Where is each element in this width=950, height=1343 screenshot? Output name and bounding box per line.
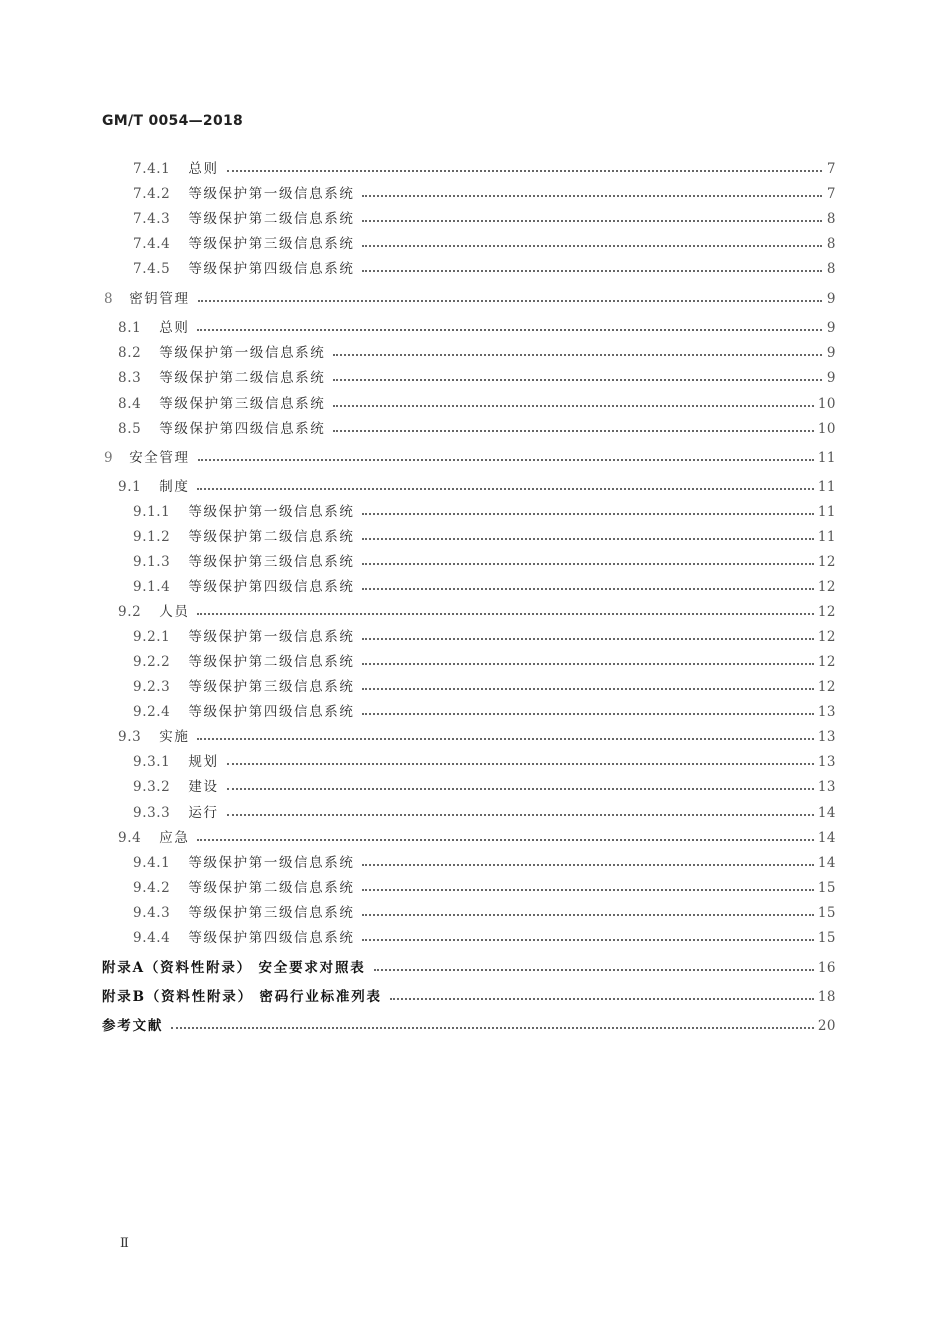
toc-entry-number: 9.1.1 [133,504,171,520]
toc-entry[interactable] [118,314,836,336]
toc-entry-page: 9 [826,291,836,307]
dot-leader [333,405,813,407]
toc-entry[interactable] [133,874,836,896]
toc-entry-number: 8.4 [118,396,142,412]
dot-leader [227,814,814,816]
toc-entry-number: 9.2.1 [133,629,171,645]
toc-entry[interactable] [133,180,836,202]
toc-entry-title: 等级保护第二级信息系统 [188,654,355,670]
toc-entry-title: 等级保护第一级信息系统 [188,504,355,520]
toc-entry-title: 制度 [159,479,190,495]
dot-leader [362,939,813,941]
dot-leader [197,738,813,740]
toc-entry-page: 12 [817,579,836,595]
dot-leader [362,889,813,891]
toc-entry[interactable] [118,339,836,361]
toc-entry-page: 13 [817,779,836,795]
toc-entry-number: 9.2.2 [133,654,171,670]
toc-entry-title: 实施 [159,729,190,745]
dot-leader [362,588,813,590]
toc-entry-number: 9.1.3 [133,554,171,570]
toc-entry-title: 等级保护第四级信息系统 [159,421,326,437]
toc-entry-number: 8.2 [118,345,142,361]
toc-entry-page: 11 [817,479,836,495]
toc-entry-title: 人员 [159,604,190,620]
toc-entry-page: 13 [817,754,836,770]
toc-entry-number: 9.2.4 [133,704,171,720]
dot-leader [362,914,813,916]
toc-entry[interactable] [133,255,836,277]
dot-leader [362,663,813,665]
toc-entry-number: 9.3.3 [133,805,171,821]
toc-entry-title: 等级保护第一级信息系统 [159,345,326,361]
toc-entry-number: 8 [104,291,114,307]
toc-entry-page: 12 [817,554,836,570]
toc-entry[interactable] [133,849,836,871]
toc-entry-title: 等级保护第四级信息系统 [188,930,355,946]
toc-entry-page: 8 [826,261,836,277]
toc-entry-title: 等级保护第四级信息系统 [188,579,355,595]
toc-entry-title: 等级保护第四级信息系统 [188,704,355,720]
dot-leader [374,969,814,971]
toc-entry-title: 等级保护第二级信息系统 [159,370,326,386]
dot-leader [333,354,822,356]
toc-entry[interactable] [118,598,836,620]
dot-leader [362,688,813,690]
toc-entry-title: 应急 [159,830,190,846]
toc-entry-title: 等级保护第二级信息系统 [188,529,355,545]
toc-entry-title: 安全管理 [129,450,190,466]
toc-entry-page: 9 [826,320,836,336]
toc-entry-title: 规划 [188,754,219,770]
toc-entry-title: 等级保护第二级信息系统 [188,880,355,896]
toc-entry-title: 等级保护第四级信息系统 [188,261,355,277]
toc-entry-title: 等级保护第一级信息系统 [188,855,355,871]
dot-leader [333,430,813,432]
toc-entry[interactable] [133,230,836,252]
dot-leader [362,563,813,565]
toc-entry-title: 密钥管理 [129,291,190,307]
toc-entry-page: 12 [817,604,836,620]
toc-entry-number: 9.1.4 [133,579,171,595]
toc-entry-number: 7.4.5 [133,261,171,277]
toc-entry[interactable] [104,285,836,307]
toc-entry-title: 等级保护第三级信息系统 [159,396,326,412]
toc-entry-page: 15 [817,880,836,896]
dot-leader [362,864,813,866]
toc-entry[interactable] [118,364,836,386]
dot-leader [362,270,822,272]
toc-entry[interactable] [118,824,836,846]
toc-entry-number: 9.3.2 [133,779,171,795]
toc-entry-page: 12 [817,654,836,670]
dot-leader [362,195,822,197]
toc-entry-title: 等级保护第三级信息系统 [188,679,355,695]
toc-entry-page: 13 [817,729,836,745]
toc-entry-page: 11 [817,450,836,466]
dot-leader [362,245,822,247]
toc-entry-title: 等级保护第一级信息系统 [188,186,355,202]
dot-leader [197,488,813,490]
toc-entry[interactable] [133,548,836,570]
toc-entry-title: 附录A（资料性附录） 安全要求对照表 [102,960,366,976]
toc-entry-title: 等级保护第一级信息系统 [188,629,355,645]
toc-entry-title: 建设 [188,779,219,795]
toc-entry[interactable] [104,444,836,466]
toc-entry[interactable] [118,723,836,745]
dot-leader [227,170,822,172]
toc-entry[interactable] [133,648,836,670]
toc-entry-title: 等级保护第三级信息系统 [188,236,355,252]
toc-entry-page: 9 [826,370,836,386]
toc-entry-title: 附录B（资料性附录） 密码行业标准列表 [102,989,382,1005]
toc-entry-number: 9.4.1 [133,855,171,871]
toc-entry-page: 16 [817,960,836,976]
toc-entry-title: 运行 [188,805,219,821]
toc-entry-title: 总则 [159,320,190,336]
toc-entry-number: 8.1 [118,320,142,336]
page-number: Ⅱ [120,1236,130,1251]
toc-entry[interactable] [133,205,836,227]
toc-entry[interactable] [133,924,836,946]
toc-entry-page: 11 [817,504,836,520]
toc-entry-number: 7.4.3 [133,211,171,227]
toc-entry-number: 9.1.2 [133,529,171,545]
toc-entry-page: 20 [817,1018,836,1034]
toc-entry[interactable] [133,573,836,595]
toc-entry-page: 10 [817,396,836,412]
toc-entry-number: 9.2.3 [133,679,171,695]
dot-leader [171,1027,814,1029]
toc-entry-number: 9.3 [118,729,142,745]
toc-entry-number: 9.1 [118,479,142,495]
toc-entry-page: 15 [817,905,836,921]
toc-entry-number: 9.4 [118,830,142,846]
toc-entry[interactable] [133,748,836,770]
toc-entry-title: 等级保护第三级信息系统 [188,905,355,921]
dot-leader [197,613,813,615]
toc-entry[interactable] [118,415,836,437]
toc-entry[interactable] [102,954,836,976]
toc-entry-title: 等级保护第二级信息系统 [188,211,355,227]
toc-entry-number: 9.2 [118,604,142,620]
toc-entry-page: 10 [817,421,836,437]
toc-entry-number: 9.4.2 [133,880,171,896]
toc-entry[interactable] [118,390,836,412]
toc-entry-title: 等级保护第三级信息系统 [188,554,355,570]
toc-entry-title: 参考文献 [102,1018,164,1034]
dot-leader [362,538,813,540]
toc-entry-page: 14 [817,830,836,846]
toc-entry[interactable] [133,799,836,821]
toc-entry-page: 8 [826,211,836,227]
toc-entry-number: 9.4.4 [133,930,171,946]
toc-entry[interactable] [133,773,836,795]
toc-entry-number: 9 [104,450,114,466]
dot-leader [390,998,814,1000]
toc-entry-page: 14 [817,805,836,821]
toc-entry[interactable] [133,673,836,695]
dot-leader [227,763,814,765]
toc-entry-number: 7.4.2 [133,186,171,202]
toc-entry-number: 9.3.1 [133,754,171,770]
toc-entry-number: 7.4.1 [133,161,171,177]
document-code: GM/T 0054—2018 [102,113,244,129]
dot-leader [198,300,822,302]
toc-entry[interactable] [133,498,836,520]
toc-entry-page: 13 [817,704,836,720]
toc-entry[interactable] [133,623,836,645]
dot-leader [333,379,822,381]
toc-entry[interactable] [133,698,836,720]
toc-entry-page: 14 [817,855,836,871]
toc-entry-page: 7 [826,161,836,177]
toc-entry-number: 7.4.4 [133,236,171,252]
toc-entry[interactable] [133,523,836,545]
dot-leader [227,788,814,790]
toc-entry[interactable] [102,1012,836,1034]
dot-leader [197,839,813,841]
dot-leader [362,220,822,222]
dot-leader [362,513,813,515]
toc-entry[interactable] [118,473,836,495]
dot-leader [197,329,822,331]
toc-entry-number: 8.5 [118,421,142,437]
toc-entry-page: 12 [817,629,836,645]
toc-entry-page: 9 [826,345,836,361]
toc-entry-page: 12 [817,679,836,695]
toc-entry-number: 8.3 [118,370,142,386]
dot-leader [198,459,814,461]
dot-leader [362,638,813,640]
toc-entry[interactable] [102,983,836,1005]
toc-entry-page: 11 [817,529,836,545]
toc-entry[interactable] [133,155,836,177]
toc-entry-title: 总则 [188,161,219,177]
toc-entry-page: 15 [817,930,836,946]
toc-entry-page: 7 [826,186,836,202]
toc-entry[interactable] [133,899,836,921]
toc-entry-page: 8 [826,236,836,252]
dot-leader [362,713,813,715]
toc-entry-number: 9.4.3 [133,905,171,921]
toc-entry-page: 18 [817,989,836,1005]
